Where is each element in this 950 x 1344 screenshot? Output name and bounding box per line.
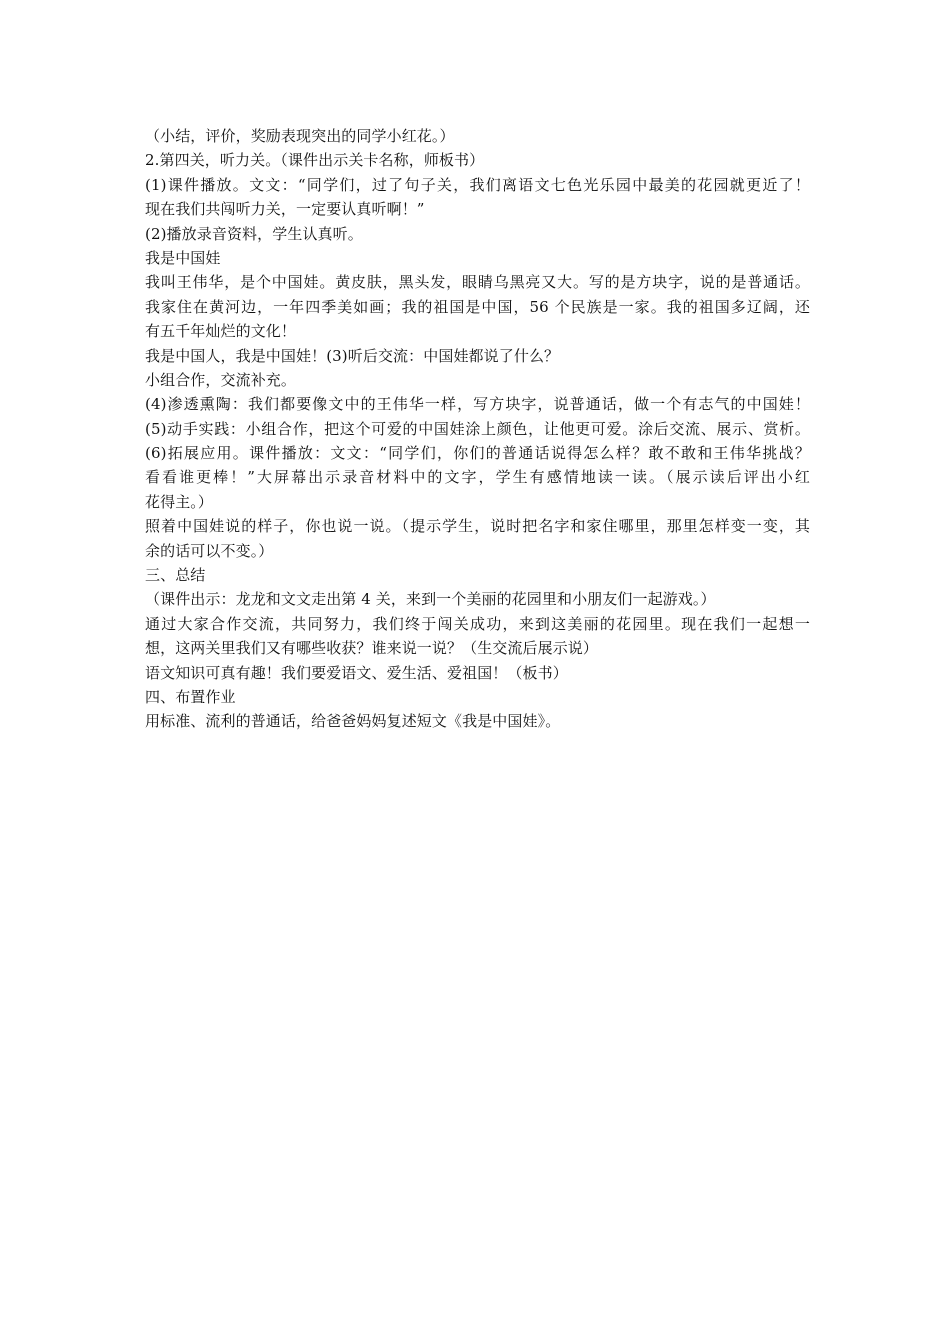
text-line: (2)播放录音资料，学生认真听。	[145, 224, 363, 243]
text-line: 我家住在黄河边，一年四季美如画；我的祖国是中国，56 个民族是一家。我的祖国多辽阔，还	[145, 297, 810, 316]
text-line: 我是中国人，我是中国娃！(3)听后交流：中国娃都说了什么？	[145, 346, 560, 365]
section-heading: 四、布置作业	[145, 687, 236, 706]
text-line: 想，这两关里我们又有哪些收获？谁来说一说？（生交流后展示说）	[145, 639, 599, 658]
text-line: 语文知识可真有趣！我们要爱语文、爱生活、爱祖国！（板书）	[145, 663, 568, 682]
text-line: (4)渗透熏陶：我们都要像文中的王伟华一样，写方块字，说普通话，做一个有志气的中国娃！	[145, 395, 810, 414]
text-line: 余的话可以不变。）	[145, 541, 274, 560]
text-line: 看看谁更棒！”大屏幕出示录音材料中的文字，学生有感情地读一读。（展示读后评出小红	[145, 468, 810, 487]
text-line: (1)课件播放。文文：“同学们，过了句子关，我们离语文七色光乐园中最美的花园就更近了！	[145, 175, 810, 194]
text-line: 现在我们共闯听力关，一定要认真听啊！”	[145, 200, 425, 219]
passage-title: 我是中国娃	[145, 248, 221, 267]
document-body	[145, 124, 810, 734]
text-line: 我叫王伟华，是个中国娃。黄皮肤，黑头发，眼睛乌黑亮又大。写的是方块字，说的是普通话。	[145, 273, 810, 292]
text-line: 通过大家合作交流，共同努力，我们终于闯关成功，来到这美丽的花园里。现在我们一起想一	[145, 614, 810, 633]
text-line: 小组合作，交流补充。	[145, 370, 297, 389]
text-line: (5)动手实践：小组合作，把这个可爱的中国娃涂上颜色，让他更可爱。涂后交流、展示、赏析。	[145, 419, 810, 438]
text-line: （课件出示：龙龙和文文走出第 4 关，来到一个美丽的花园里和小朋友们一起游戏。）	[145, 590, 716, 609]
section-heading: 2.第四关，听力关。（课件出示关卡名称，师板书）	[145, 151, 485, 170]
text-line: 花得主。）	[145, 492, 214, 511]
text-line: 用标准、流利的普通话，给爸爸妈妈复述短文《我是中国娃》。	[145, 712, 561, 731]
text-line: 有五千年灿烂的文化！	[145, 322, 297, 341]
text-line: （小结，评价，奖励表现突出的同学小红花。）	[145, 127, 455, 145]
section-heading: 三、总结	[145, 566, 206, 585]
text-line: (6)拓展应用。课件播放：文文：“同学们，你们的普通话说得怎么样？敢不敢和王伟华挑战？	[145, 444, 810, 463]
text-line: 照着中国娃说的样子，你也说一说。（提示学生，说时把名字和家住哪里，那里怎样变一变，其	[145, 517, 810, 536]
